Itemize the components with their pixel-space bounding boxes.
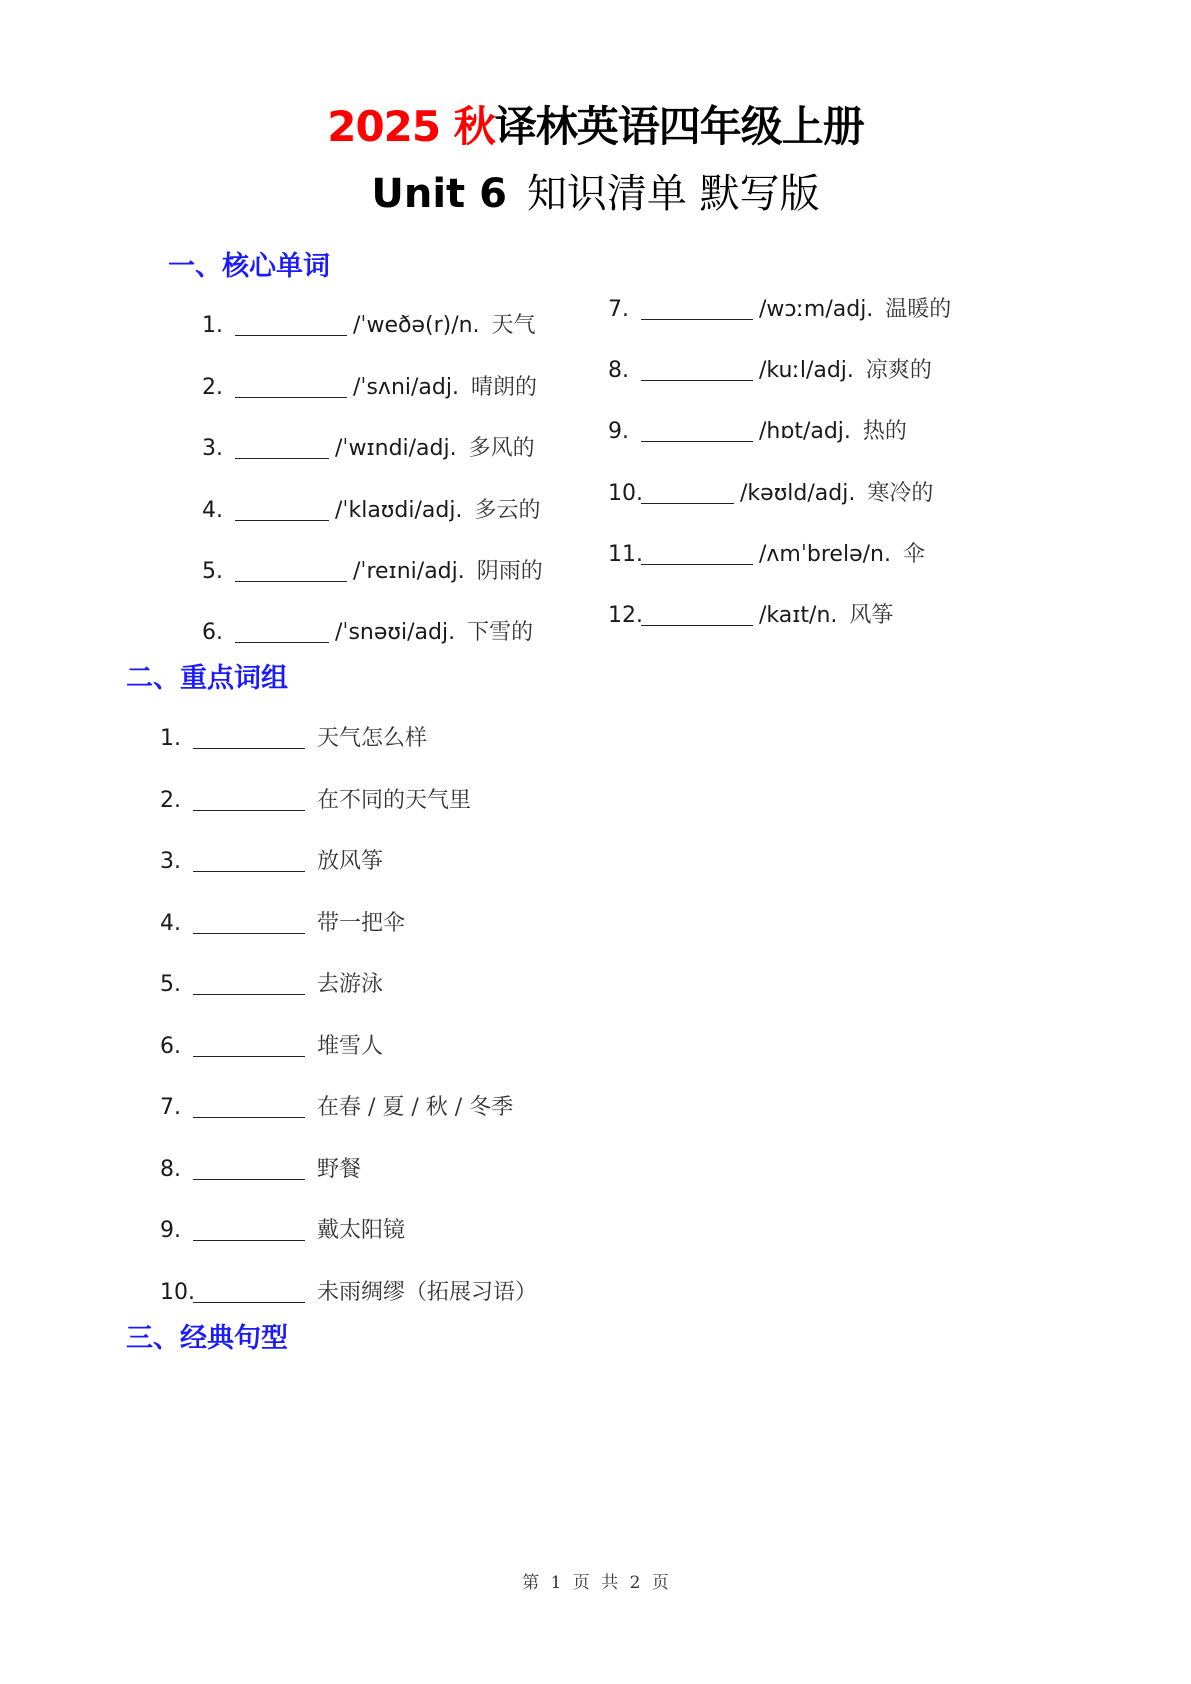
page-footer: 第 1 页 共 2 页 [522,1573,669,1593]
answer-blank[interactable] [193,1116,305,1118]
phrase-row: 5. 去游泳 [160,972,384,997]
vocab-row: 10. /kəʊld/adj. 寒冷的 [608,481,934,506]
document-title [0,94,1191,154]
answer-blank[interactable] [641,379,753,381]
answer-blank[interactable] [641,563,753,565]
vocab-row: 6. /ˈsnəʊi/adj. 下雪的 [202,620,534,645]
unit-label: Unit 6 [371,171,507,217]
answer-blank[interactable] [235,641,329,643]
answer-blank[interactable] [193,747,305,749]
vocab-row: 1. /ˈweðə(r)/n. 天气 [202,313,536,338]
vocab-row: 2. /ˈsʌni/adj. 晴朗的 [202,375,537,400]
answer-blank[interactable] [193,1239,305,1241]
answer-blank[interactable] [235,396,347,398]
phrase-row: 3. 放风筝 [160,849,384,874]
answer-blank[interactable] [641,624,753,626]
answer-blank[interactable] [193,809,305,811]
phrase-row: 6. 堆雪人 [160,1034,384,1059]
document-subtitle [0,162,1191,219]
phrase-row: 2. 在不同的天气里 [160,788,472,813]
vocab-row: 9. /hɒt/adj. 热的 [608,419,907,444]
answer-blank[interactable] [235,519,329,521]
vocab-row: 12. /kaɪt/n. 风筝 [608,603,894,628]
answer-blank[interactable] [641,440,753,442]
phrase-row: 9. 戴太阳镜 [160,1218,406,1243]
vocab-row: 8. /kuːl/adj. 凉爽的 [608,358,932,383]
vocab-row: 3. /ˈwɪndi/adj. 多风的 [202,436,535,461]
answer-blank[interactable] [193,870,305,872]
answer-blank[interactable] [193,1301,305,1303]
phrase-row: 10. 未雨绸缪（拓展习语） [160,1280,538,1305]
vocab-row: 7. /wɔːm/adj. 温暖的 [608,297,952,322]
section-heading-sentences: 三、经典句型 [126,1323,288,1354]
section-heading-phrases: 二、重点词组 [126,663,288,694]
answer-blank[interactable] [235,457,329,459]
vocab-row: 4. /ˈklaʊdi/adj. 多云的 [202,498,541,523]
answer-blank[interactable] [641,318,753,320]
answer-blank[interactable] [193,932,305,934]
answer-blank[interactable] [193,1055,305,1057]
subtitle-text: 知识清单 默写版 [526,171,820,217]
answer-blank[interactable] [235,334,347,336]
phrase-row: 8. 野餐 [160,1157,362,1182]
answer-blank[interactable] [193,993,305,995]
phrase-row: 1. 天气怎么样 [160,726,428,751]
section-heading-vocab: 一、核心单词 [168,251,330,282]
title-season: 2025 秋 [327,102,495,151]
phrase-row: 4. 带一把伞 [160,911,406,936]
vocab-row: 5. /ˈreɪni/adj. 阴雨的 [202,559,543,584]
vocab-row: 11. /ʌmˈbrelə/n. 伞 [608,542,925,567]
phrase-row: 7. 在春 / 夏 / 秋 / 冬季 [160,1095,514,1120]
answer-blank[interactable] [193,1178,305,1180]
title-book: 译林英语四年级上册 [494,102,864,151]
answer-blank[interactable] [235,580,347,582]
answer-blank[interactable] [641,502,734,504]
